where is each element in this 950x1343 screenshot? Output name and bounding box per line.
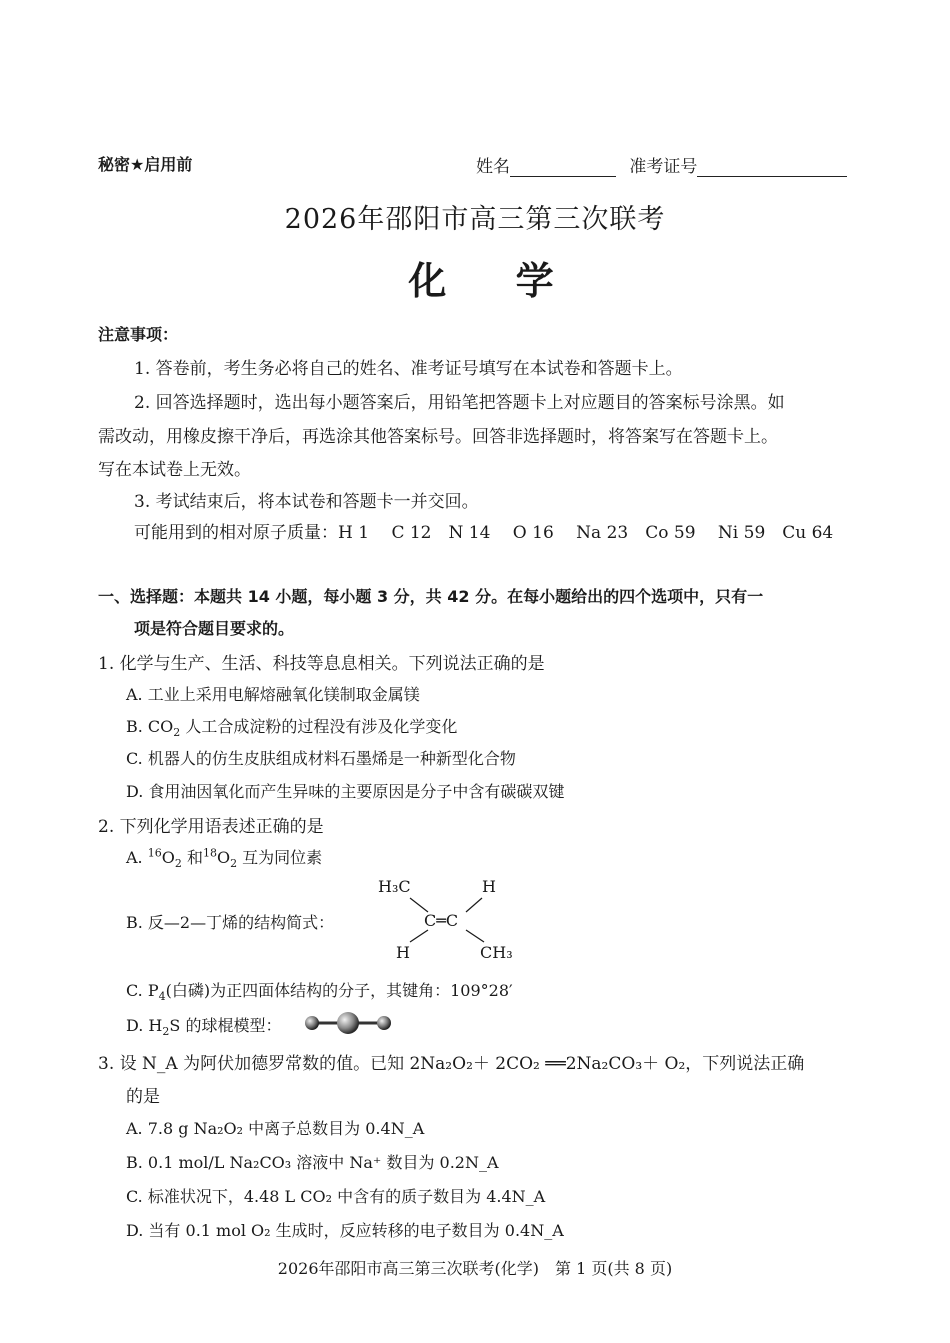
section1-heading-line1: 一、选择题：本题共 14 小题，每小题 3 分，共 42 分。在每小题给出的四个选项中，只有一 (98, 587, 764, 606)
notice-item-1: 1. 答卷前，考生务必将自己的姓名、准考证号填写在本试卷和答题卡上。 (134, 359, 683, 379)
q2-option-a: A. $^{16}O_2$ 和$^{18}O_2$ 互为同位素 (126, 846, 323, 871)
id-blank[interactable] (697, 160, 847, 177)
notice-item-3: 3. 考试结束后，将本试卷和答题卡一并交回。 (134, 492, 479, 512)
name-blank[interactable] (510, 160, 616, 177)
subject-title: 化 学 (408, 259, 582, 303)
q3-stem-line1: 3. 设 N_A 为阿伏加德罗常数的值。已知 2Na₂O₂＋ 2CO₂ ══2Na₂CO₃＋ O₂，下列说法正确 (98, 1054, 805, 1074)
student-info (476, 152, 847, 177)
q1-option-c: C. 机器人的仿生皮肤组成材料石墨烯是一种新型化合物 (126, 749, 516, 768)
struct-top-right: H (482, 877, 496, 896)
q2-stem: 2. 下列化学用语表述正确的是 (98, 817, 324, 837)
bond-tr (466, 898, 482, 912)
notice-item-2-line2: 需改动，用橡皮擦干净后，再选涂其他答案标号。回答非选择题时，将答案写在答题卡上。 (98, 427, 778, 447)
notice-item-2-line1: 2. 回答选择题时，选出每小题答案后，用铅笔把答题卡上对应题目的答案标号涂黑。如 (134, 393, 785, 413)
q3-stem-line2: 的是 (126, 1087, 160, 1107)
q2-option-d: D. $H_2S$ 的球棍模型： (126, 1016, 282, 1039)
q2-option-c: C. $P_4$(白磷)为正四面体结构的分子，其键角：109°28′ (126, 981, 513, 1004)
bond-tl (410, 898, 428, 912)
q2-option-b: B. 反—2—丁烯的结构简式： (126, 913, 335, 932)
q1-stem: 1. 化学与生产、生活、科技等息息相关。下列说法正确的是 (98, 654, 545, 674)
notice-heading: 注意事项： (98, 325, 179, 344)
secret-label: 秘密★启用前 (98, 155, 193, 174)
struct-center: C═C (424, 911, 459, 930)
bond-bl (410, 930, 428, 942)
notice-item-2-line3: 写在本试卷上无效。 (98, 460, 251, 480)
q1-option-d: D. 食用油因氧化而产生异味的主要原因是分子中含有碳碳双键 (126, 782, 565, 801)
atomic-mass-line: 可能用到的相对原子质量：H 1 C 12 N 14 O 16 Na 23 Co 59 Ni 59 Cu 64 (134, 523, 834, 543)
bond-br (466, 930, 484, 942)
struct-top-left: H₃C (378, 877, 411, 896)
q3-option-a: A. 7.8 g Na₂O₂ 中离子总数目为 0.4N_A (126, 1119, 425, 1138)
q1-option-b: B. $CO_2$ 人工合成淀粉的过程没有涉及化学变化 (126, 717, 458, 740)
exam-title: 2026年邵阳市高三第三次联考 (284, 204, 666, 235)
h2s-ball-stick-model-icon (300, 1010, 396, 1036)
page-footer: 2026年邵阳市高三第三次联考(化学) 第 1 页(共 8 页) (277, 1259, 673, 1278)
trans-2-butene-structure (370, 872, 530, 964)
q1-option-a: A. 工业上采用电解熔融氧化镁制取金属镁 (126, 685, 420, 704)
struct-bottom-left: H (396, 943, 410, 962)
id-label: 准考证号 (629, 157, 698, 177)
q3-option-d: D. 当有 0.1 mol O₂ 生成时，反应转移的电子数目为 0.4N_A (126, 1221, 564, 1240)
section1-heading-line2: 项是符合题目要求的。 (134, 619, 295, 638)
q3-option-c: C. 标准状况下，4.48 L CO₂ 中含有的质子数目为 4.4N_A (126, 1187, 546, 1206)
name-label: 姓名 (476, 157, 510, 177)
q3-option-b: B. 0.1 mol/L Na₂CO₃ 溶液中 Na⁺ 数目为 0.2N_A (126, 1153, 499, 1172)
struct-bottom-right: CH₃ (480, 943, 513, 962)
